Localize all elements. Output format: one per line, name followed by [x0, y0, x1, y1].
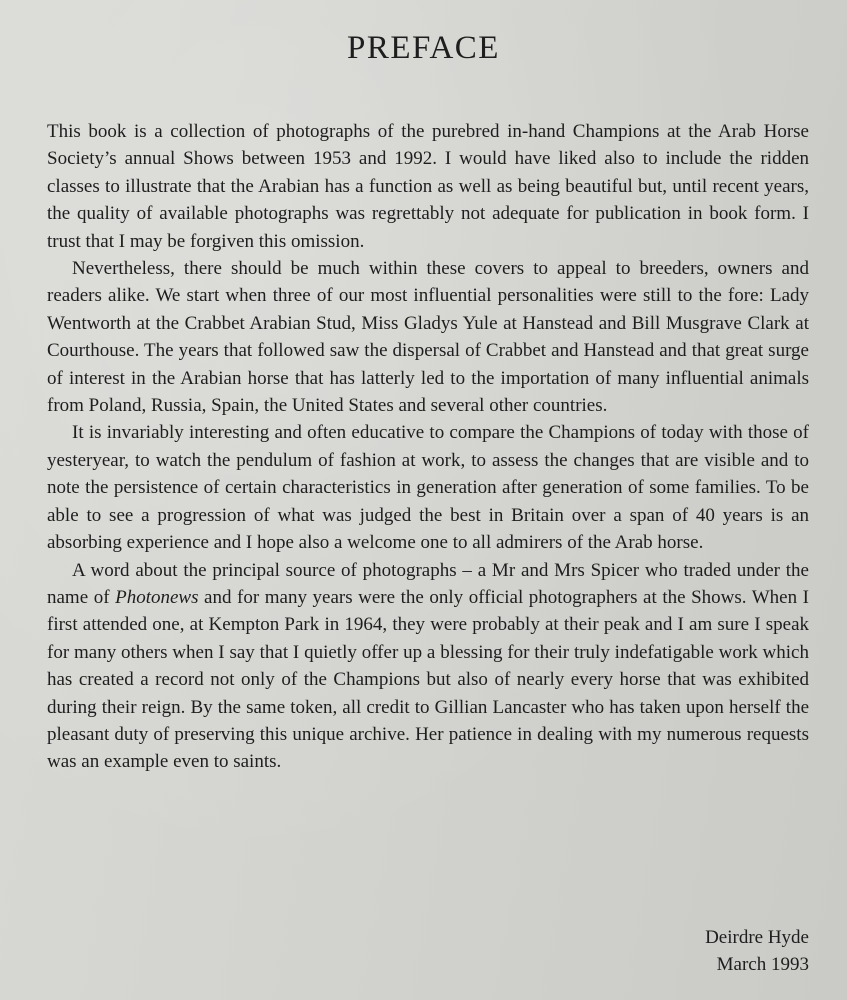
- photonews-emphasis: Photonews: [115, 586, 199, 608]
- paragraph-4-start: A word about the principal source of photographs – a Mr and Mrs Spicer who traded under the name of: [47, 559, 809, 608]
- page-title: PREFACE: [347, 30, 500, 66]
- signature-date: March 1993: [716, 954, 809, 975]
- preface-body: [47, 118, 809, 776]
- paragraph-2: Nevertheless, there should be much within these covers to appeal to breeders, owners and readers alike. We start when three of our most influential personalities were still to the fore: Lady Wentworth at the Crabbet Arabian Stud, Miss Gladys Yule at Hanstead and Bill Musgrave Clark at Courthouse. The years that followed saw the dispersal of Crabbet and Hanstead and that great surge of interest in the Arabian horse that has latterly led to the importation of many influential animals from Poland, Russia, Spain, the United States and several other countries.: [47, 258, 809, 417]
- paragraph-1: This book is a collection of photographs of the purebred in-hand Champions at the Arab Horse Society’s annual Shows between 1953 and 1992. I would have liked also to include the ridden classes to illustrate that the Arabian has a function as well as being beautiful but, until recent years, the quality of available photographs was regrettably not adequate for publication in book form. I trust that I may be forgiven this omission.: [47, 121, 809, 252]
- paragraph-4-end: and for many years were the only official photographers at the Shows. When I first attended one, at Kempton Park in 1964, they were probably at their peak and I am sure I speak for many others when I say that I quietly offer up a blessing for their truly indefatigable work which has created a record not only of the Champions but also of nearly every horse that was exhibited during their reign. By the same token, all credit to Gillian Lancaster who has taken upon herself the pleasant duty of preserving this unique archive. Her patience in dealing with my numerous requests was an example even to saints.: [47, 586, 809, 773]
- author-name: Deirdre Hyde: [705, 927, 809, 948]
- signature-block: [705, 924, 809, 978]
- paragraph-3: It is invariably interesting and often educative to compare the Champions of today with those of yesteryear, to watch the pendulum of fashion at work, to assess the changes that are visible and to note the persistence of certain characteristics in generation after generation of some families. To be able to see a progression of what was judged the best in Britain over a span of 40 years is an absorbing experience and I hope also a welcome one to all admirers of the Arab horse.: [47, 422, 809, 554]
- paragraph-4: [47, 557, 809, 776]
